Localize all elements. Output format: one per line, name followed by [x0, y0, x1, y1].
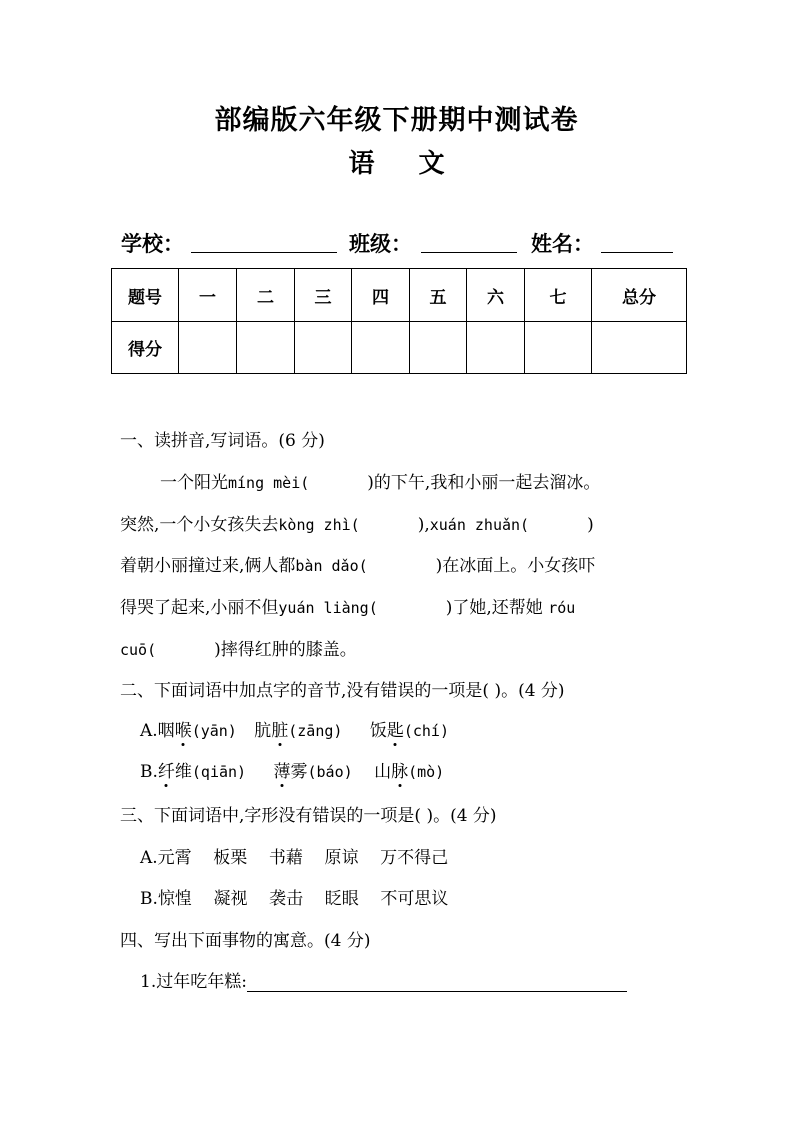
pinyin: (zāng) — [288, 722, 343, 740]
pinyin: cuō( — [120, 641, 157, 659]
q4-item-label: 1.过年吃年糕: — [140, 972, 247, 992]
q1-text: 一个阳光 — [160, 473, 228, 493]
q1-text: )在冰面上。小女孩吓 — [435, 556, 596, 576]
score-row-label: 得分 — [112, 322, 179, 374]
q4-heading: 四、写出下面事物的寓意。(4 分) — [120, 931, 371, 951]
q1-text: )的下午,我和小丽一起去溜冰。 — [367, 473, 601, 493]
score-header-cell: 总分 — [592, 269, 687, 322]
name-field[interactable] — [601, 252, 673, 253]
q1-line-1 — [160, 468, 600, 493]
q1-line-4 — [120, 593, 575, 618]
q4-item-1 — [140, 967, 627, 992]
q1-line-5 — [120, 635, 357, 660]
answer-line[interactable] — [247, 971, 627, 992]
score-header-cell: 三 — [295, 269, 352, 322]
pinyin: xuán zhuǎn( — [429, 516, 530, 534]
option-text: 山 — [374, 762, 392, 782]
subject-char-2: 文 — [418, 149, 445, 179]
q3-option-b[interactable]: B.惊惶 凝视 袭击 眨眼 不可思议 — [140, 889, 449, 909]
score-cell[interactable] — [179, 322, 237, 374]
score-header-cell: 五 — [410, 269, 467, 322]
q1-text: ) — [587, 515, 594, 535]
q1-line-2 — [120, 510, 594, 535]
option-text: 饭 — [369, 721, 387, 741]
class-label: 班级： — [349, 231, 412, 256]
score-header-row — [112, 269, 687, 322]
school-label: 学校： — [121, 231, 184, 256]
pinyin: yuán liàng( — [278, 599, 378, 617]
score-cell[interactable] — [525, 322, 592, 374]
score-header-cell: 题号 — [112, 269, 179, 322]
pinyin: (báo) — [307, 763, 353, 781]
q1-text: 突然,一个小女孩失去 — [120, 515, 279, 535]
q1-heading: 一、读拼音,写词语。(6 分) — [120, 431, 325, 451]
pinyin: (qiān) — [191, 763, 247, 781]
option-text: A.咽 — [140, 721, 175, 741]
score-cell[interactable] — [467, 322, 525, 374]
q1-text: ), — [417, 515, 430, 535]
score-header-cell: 一 — [179, 269, 237, 322]
dotted-char: 脉 — [391, 762, 409, 782]
score-value-row — [112, 322, 687, 374]
school-field[interactable] — [191, 252, 337, 253]
option-text: 雾 — [290, 762, 308, 782]
class-field[interactable] — [421, 252, 517, 253]
option-text: 肮 — [254, 721, 272, 741]
dotted-char: 纤 — [157, 762, 175, 782]
name-label: 姓名： — [531, 231, 594, 256]
pinyin: róu — [548, 599, 576, 617]
score-cell[interactable] — [295, 322, 352, 374]
q1-text: 着朝小丽撞过来,俩人都 — [120, 556, 296, 576]
score-cell[interactable] — [237, 322, 295, 374]
q1-text: 得哭了起来,小丽不但 — [120, 598, 279, 618]
subject-char-1: 语 — [348, 149, 375, 179]
dotted-char: 薄 — [273, 762, 291, 782]
dotted-char: 脏 — [271, 721, 289, 741]
score-cell[interactable] — [410, 322, 467, 374]
pinyin: kòng zhì( — [278, 516, 360, 534]
score-header-cell: 七 — [525, 269, 592, 322]
score-header-cell: 二 — [237, 269, 295, 322]
exam-title: 部编版六年级下册期中测试卷 — [214, 105, 579, 136]
pinyin: míng mèi( — [228, 474, 310, 492]
q1-text: )摔得红肿的膝盖。 — [214, 640, 357, 660]
q2-option-a[interactable] — [140, 716, 449, 741]
score-cell[interactable] — [592, 322, 687, 374]
q3-heading: 三、下面词语中,字形没有错误的一项是( )。(4 分) — [120, 806, 497, 826]
score-table — [111, 268, 687, 374]
pinyin: (chí) — [403, 722, 449, 740]
pinyin: bàn dǎo( — [295, 557, 368, 575]
pinyin: (yān) — [191, 722, 237, 740]
pinyin: (mò) — [408, 763, 445, 781]
q1-line-3 — [120, 551, 595, 576]
score-header-cell: 四 — [352, 269, 410, 322]
q2-heading: 二、下面词语中加点字的音节,没有错误的一项是( )。(4 分) — [120, 681, 565, 701]
q1-text: )了她,还帮她 — [445, 598, 543, 618]
score-cell[interactable] — [352, 322, 410, 374]
score-header-cell: 六 — [467, 269, 525, 322]
option-text: B. — [140, 762, 158, 782]
exam-subject — [0, 143, 793, 180]
option-text: 维 — [174, 762, 192, 782]
q2-option-b[interactable] — [140, 757, 444, 782]
q3-option-a[interactable]: A.元霄 板栗 书藉 原谅 万不得己 — [140, 848, 449, 868]
dotted-char: 喉 — [174, 721, 192, 741]
dotted-char: 匙 — [386, 721, 404, 741]
